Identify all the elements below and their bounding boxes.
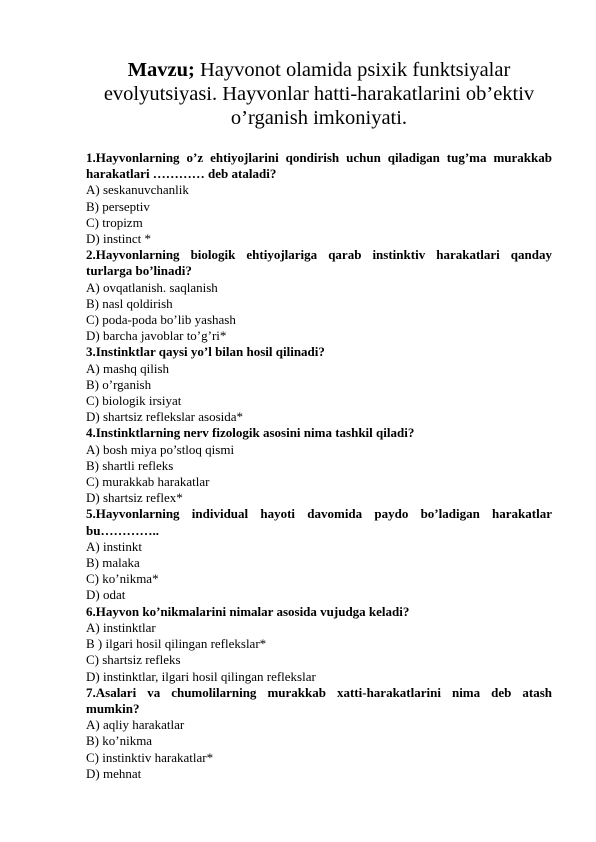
answer-option: D) shartsiz reflekslar asosida* xyxy=(86,409,244,425)
answer-option: B) malaka xyxy=(86,555,140,571)
question-block xyxy=(86,685,552,782)
answer-option: A) instinkt xyxy=(86,538,142,554)
topic-label: Mavzu; xyxy=(127,59,195,81)
question-text: 2.Hayvonlarning biologik ehtiyojlariga qarab instinktiv harakatlari qanday turlarga bo’linadi? xyxy=(86,247,552,279)
answer-option: D) barcha javoblar to’g’ri* xyxy=(86,328,227,344)
question-text: 6.Hayvon ko’nikmalarini nimalar asosida vujudga keladi? xyxy=(86,603,410,619)
topic-text: Hayvonot olamida psixik funktsiyalar evolyutsiyasi. Hayvonlar hatti-harakatlarini ob’ektiv o’rganish imkoniyati. xyxy=(103,59,535,129)
answer-option: D) mehnat xyxy=(86,765,142,781)
question-block xyxy=(86,344,552,425)
question-text: 3.Instinktlar qaysi yo’l bilan hosil qilinadi? xyxy=(86,344,325,360)
answer-option: A) instinktlar xyxy=(86,619,156,635)
answer-option: C) poda-poda bo’lib yashash xyxy=(86,312,236,328)
answer-option: D) instinktlar, ilgari hosil qilingan reflekslar xyxy=(86,668,316,684)
document-title xyxy=(86,58,552,130)
question-text: 7.Asalari va chumolilarning murakkab xatti-harakatlarini nima deb atash mumkin? xyxy=(86,684,552,716)
answer-option: B) nasl qoldirish xyxy=(86,295,173,311)
answer-option: B) ko’nikma xyxy=(86,733,153,749)
question-text: 5.Hayvonlarning individual hayoti davomida paydo bo’ladigan harakatlar bu………….. xyxy=(86,506,552,538)
answer-option: B) perseptiv xyxy=(86,198,150,214)
answer-option: B) shartli refleks xyxy=(86,457,174,473)
answer-option: D) shartsiz reflex* xyxy=(86,490,183,506)
question-list xyxy=(86,150,552,782)
answer-option: D) odat xyxy=(86,587,126,603)
answer-option: A) bosh miya po’stloq qismi xyxy=(86,441,235,457)
question-block xyxy=(86,425,552,506)
answer-option: C) murakkab harakatlar xyxy=(86,474,210,490)
answer-option: C) ko’nikma* xyxy=(86,571,159,587)
answer-option: A) mashq qilish xyxy=(86,360,170,376)
answer-option: C) biologik irsiyat xyxy=(86,393,182,409)
answer-option: C) shartsiz refleks xyxy=(86,652,181,668)
answer-option: B) o’rganish xyxy=(86,376,152,392)
answer-option: A) aqliy harakatlar xyxy=(86,717,185,733)
answer-option: C) instinktiv harakatlar* xyxy=(86,749,214,765)
question-block xyxy=(86,506,552,603)
answer-option: C) tropizm xyxy=(86,214,143,230)
answer-option: B ) ilgari hosil qilingan reflekslar* xyxy=(86,636,267,652)
question-block xyxy=(86,150,552,247)
question-text: 1.Hayvonlarning o’z ehtiyojlarini qondirish uchun qiladigan tug’ma murakkab harakatlari ………… deb ataladi? xyxy=(86,150,552,182)
answer-option: A) seskanuvchanlik xyxy=(86,182,189,198)
question-block xyxy=(86,247,552,344)
question-text: 4.Instinktlarning nerv fizologik asosini nima tashkil qiladi? xyxy=(86,425,415,441)
answer-option: A) ovqatlanish. saqlanish xyxy=(86,279,218,295)
answer-option: D) instinct * xyxy=(86,231,151,247)
question-block xyxy=(86,604,552,685)
